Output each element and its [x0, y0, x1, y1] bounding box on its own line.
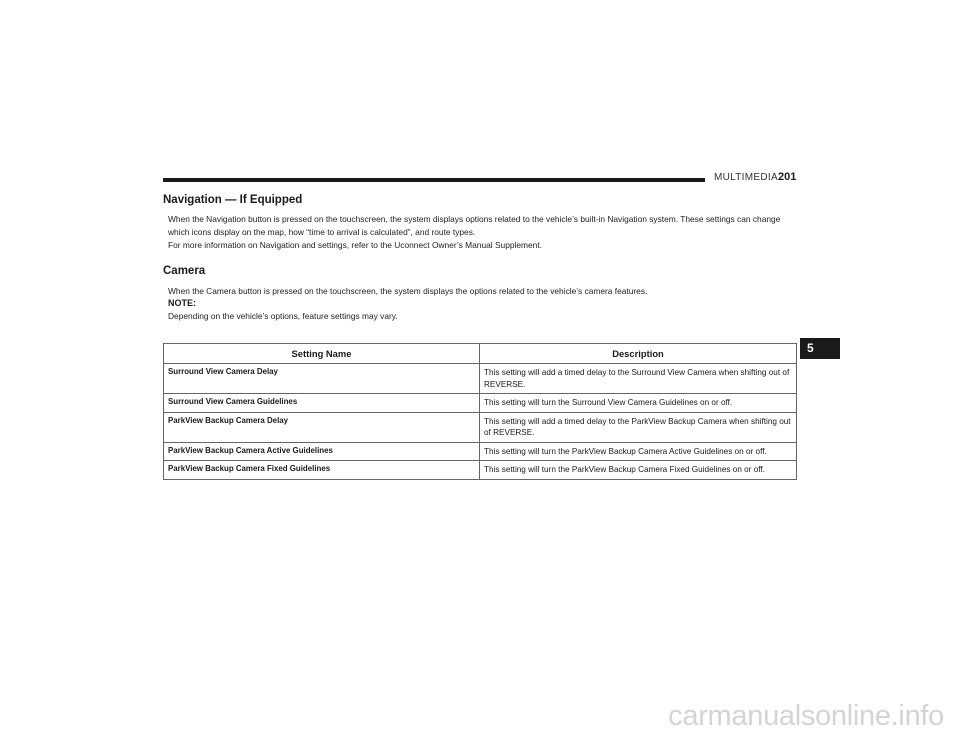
navigation-body [168, 213, 800, 253]
table-row [164, 461, 797, 480]
table-row [164, 364, 797, 394]
table-header-row [164, 344, 797, 364]
setting-description-cell: This setting will add a timed delay to the Surround View Camera when shifting out of REVERSE. [480, 364, 797, 394]
camera-settings-table [163, 343, 797, 480]
column-header-setting-name: Setting Name [164, 344, 480, 364]
setting-description-cell: This setting will turn the Surround View Camera Guidelines on or off. [480, 394, 797, 413]
setting-description-cell: This setting will turn the ParkView Backup Camera Active Guidelines on or off. [480, 442, 797, 461]
navigation-heading: Navigation — If Equipped [163, 194, 303, 206]
setting-description-cell: This setting will turn the ParkView Backup Camera Fixed Guidelines on or off. [480, 461, 797, 480]
setting-name-cell: ParkView Backup Camera Delay [164, 412, 480, 442]
navigation-paragraph: For more information on Navigation and settings, refer to the Uconnect Owner’s Manual Supplement. [168, 240, 542, 250]
setting-name-cell: Surround View Camera Guidelines [164, 394, 480, 413]
camera-heading: Camera [163, 265, 206, 277]
header-rule [163, 178, 705, 182]
setting-description-cell: This setting will add a timed delay to the ParkView Backup Camera when shifting out of REVERSE. [480, 412, 797, 442]
camera-intro: When the Camera button is pressed on the touchscreen, the system displays the options related to the vehicle’s camera features. [168, 286, 648, 296]
setting-name-cell: Surround View Camera Delay [164, 364, 480, 394]
watermark: carmanualsonline.info [668, 700, 944, 732]
setting-name-cell: ParkView Backup Camera Active Guidelines [164, 442, 480, 461]
navigation-paragraph: When the Navigation button is pressed on the touchscreen, the system displays options related to the vehicle’s built-in Navigation system. These settings can change which icons display on the map, how “time to arrival is calculated”, and route types. [168, 214, 781, 237]
column-header-description: Description [480, 344, 797, 364]
setting-name-cell: ParkView Backup Camera Fixed Guidelines [164, 461, 480, 480]
note-text: Depending on the vehicle’s options, feature settings may vary. [168, 311, 398, 321]
table-row [164, 412, 797, 442]
page-number: 201 [778, 171, 797, 183]
table-row [164, 442, 797, 461]
note-label: NOTE: [168, 298, 196, 308]
chapter-tab: 5 [800, 338, 840, 359]
section-title: MULTIMEDIA [714, 172, 778, 183]
table-row [164, 394, 797, 413]
